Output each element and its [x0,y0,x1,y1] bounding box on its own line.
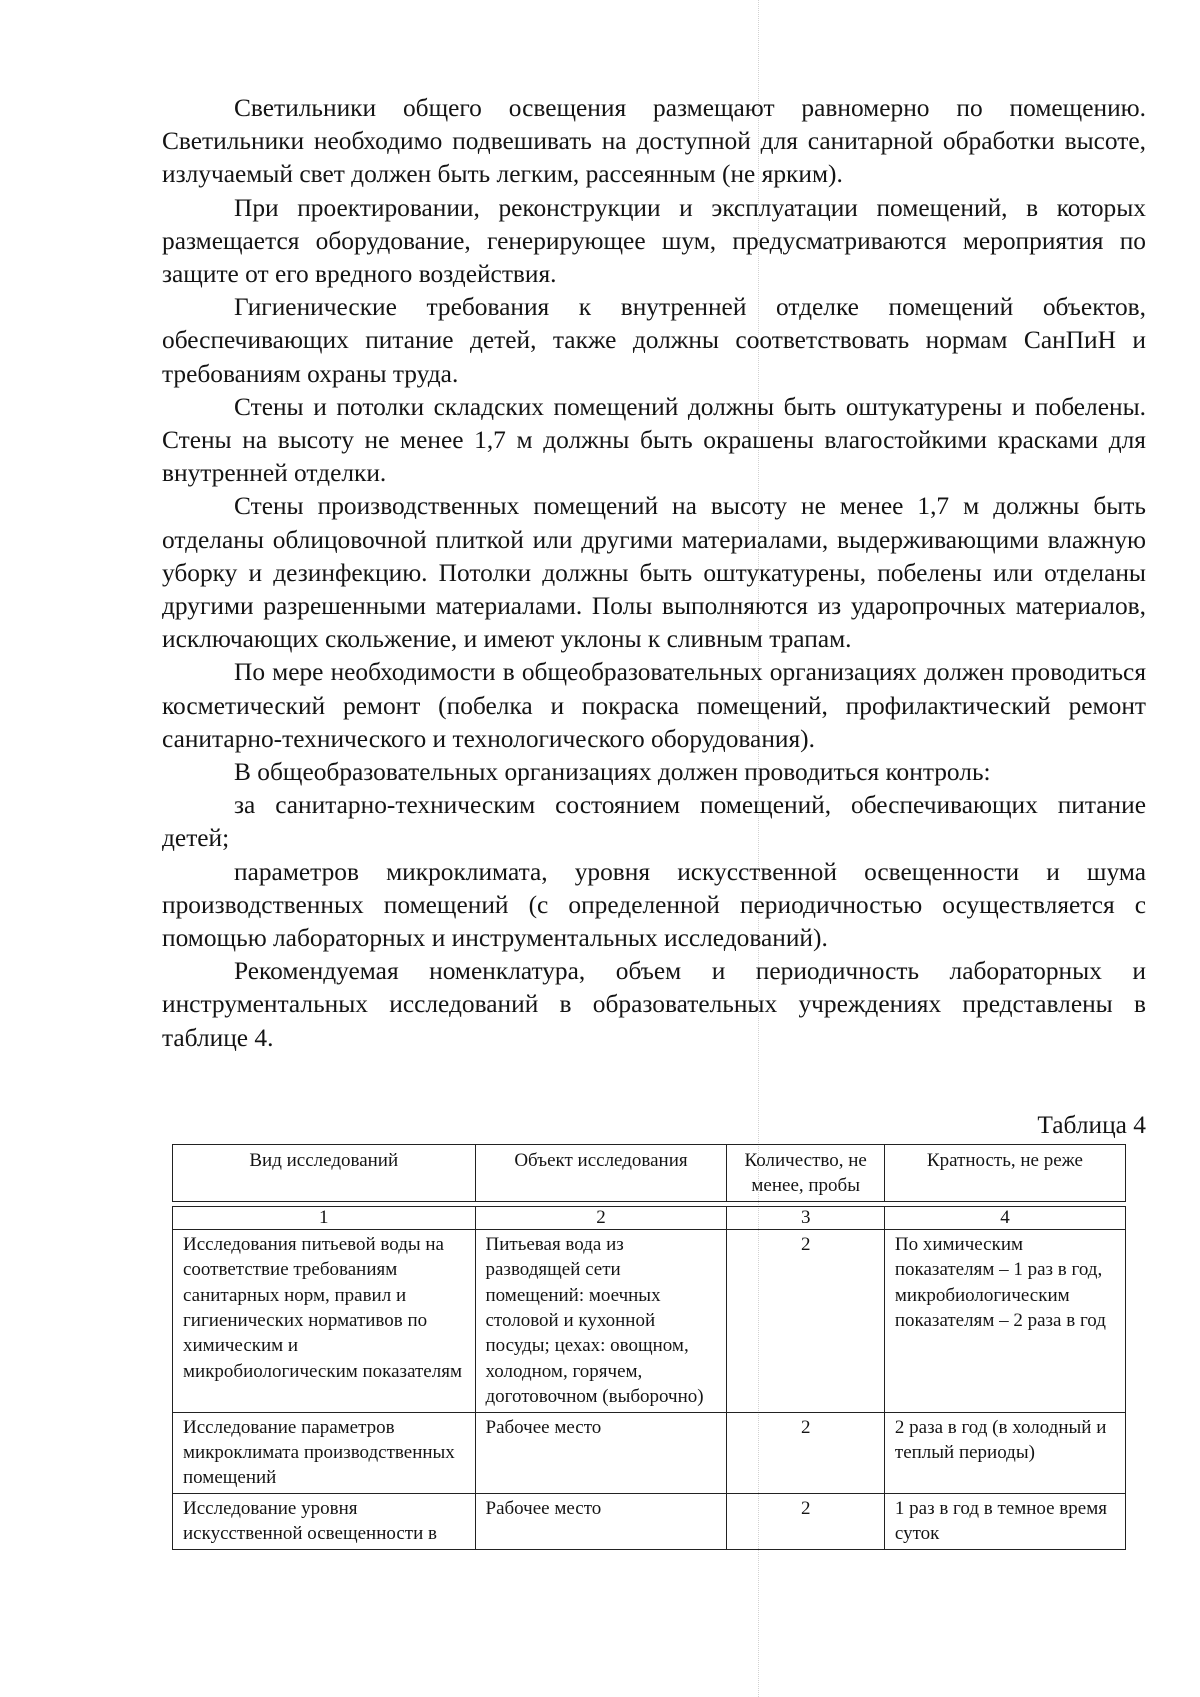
column-number: 4 [884,1206,1125,1229]
cell-research-object: Рабочее место [475,1412,727,1493]
header-research-type: Вид исследований [173,1145,476,1202]
cell-quantity: 2 [727,1493,884,1549]
column-number: 2 [475,1206,727,1229]
table-row [173,1229,1126,1412]
paragraph-production-walls: Стены производственных помещений на высоту не менее 1,7 м должны быть отделаны облицовочной плиткой или другими материалами, выдерживающими влажную уборку и дезинфекцию. Потолки должны быть оштукатурены, побелены или отделаны другими разрешенными материалами. Полы выполняются из ударопрочных материалов, исключающих скольжение, и имеют уклоны к сливным трапам. [162,492,1146,654]
paragraph-control-sanitary: за санитарно-техническим состоянием помещений, обеспечивающих питание детей; [162,791,1146,853]
cell-research-object: Питьевая вода из разводящей сети помещений: моечных столовой и кухонной посуды; цехах: овощном, холодном, горячем, доготовочном (выборочно) [475,1229,727,1412]
paragraph-repair: По мере необходимости в общеобразовательных организациях должен проводиться косметический ремонт (побелка и покраска помещений, профилактический ремонт санитарно-технического и технологического оборудования). [162,658,1146,753]
cell-quantity: 2 [727,1412,884,1493]
header-sample-quantity: Количество, не менее, пробы [727,1145,884,1202]
table-row [173,1412,1126,1493]
cell-research-type: Исследование параметров микроклимата производственных помещений [173,1412,476,1493]
cell-research-type: Исследование уровня искусственной освещенности в [173,1493,476,1549]
cell-frequency: По химическим показателям – 1 раз в год, микробиологическим показателям – 2 раза в год [884,1229,1125,1412]
table-column-numbers [173,1206,1126,1229]
paragraph-table-reference: Рекомендуемая номенклатура, объем и периодичность лабораторных и инструментальных исследований в образовательных учреждениях представлены в таблице 4. [162,957,1146,1052]
cell-research-object: Рабочее место [475,1493,727,1549]
paragraph-noise: При проектировании, реконструкции и эксплуатации помещений, в которых размещается оборудование, генерирующее шум, предусматриваются мероприятия по защите от его вредного воздействия. [162,193,1146,289]
header-research-object: Объект исследования [475,1145,727,1202]
column-number: 1 [173,1206,476,1229]
table-row [173,1493,1126,1549]
cell-quantity: 2 [727,1229,884,1412]
paragraph-control-intro: В общеобразовательных организациях должен проводиться контроль: [234,758,991,787]
body-text [162,92,1146,1055]
research-table [172,1144,1126,1550]
column-number: 3 [727,1206,884,1229]
table-caption: Таблица 4 [1037,1111,1146,1139]
cell-research-type: Исследования питьевой воды на соответствие требованиям санитарных норм, правил и гигиенических нормативов по химическим и микробиологическим показателям [173,1229,476,1412]
header-frequency: Кратность, не реже [884,1145,1125,1202]
table-header-row [173,1145,1126,1202]
paragraph-finishing: Гигиенические требования к внутренней отделке помещений объектов, обеспечивающих питание детей, также должны соответствовать нормам СанПиН и требованиям охраны труда. [162,293,1146,388]
paragraph-storage-walls: Стены и потолки складских помещений должны быть оштукатурены и побелены. Стены на высоту не менее 1,7 м должны быть окрашены влагостойкими красками для внутренней отделки. [162,392,1146,488]
cell-frequency: 2 раза в год (в холодный и теплый периоды) [884,1412,1125,1493]
cell-frequency: 1 раз в год в темное время суток [884,1493,1125,1549]
paragraph-control-microclimate: параметров микроклимата, уровня искусственной освещенности и шума производственных помещений (с определенной периодичностью осуществляется с помощью лабораторных и инструментальных исследований). [162,857,1146,953]
paragraph-lighting: Светильники общего освещения размещают равномерно по помещению. Светильники необходимо подвешивать на доступной для санитарной обработки высоте, излучаемый свет должен быть легким, рассеянным (не ярким). [162,94,1146,189]
